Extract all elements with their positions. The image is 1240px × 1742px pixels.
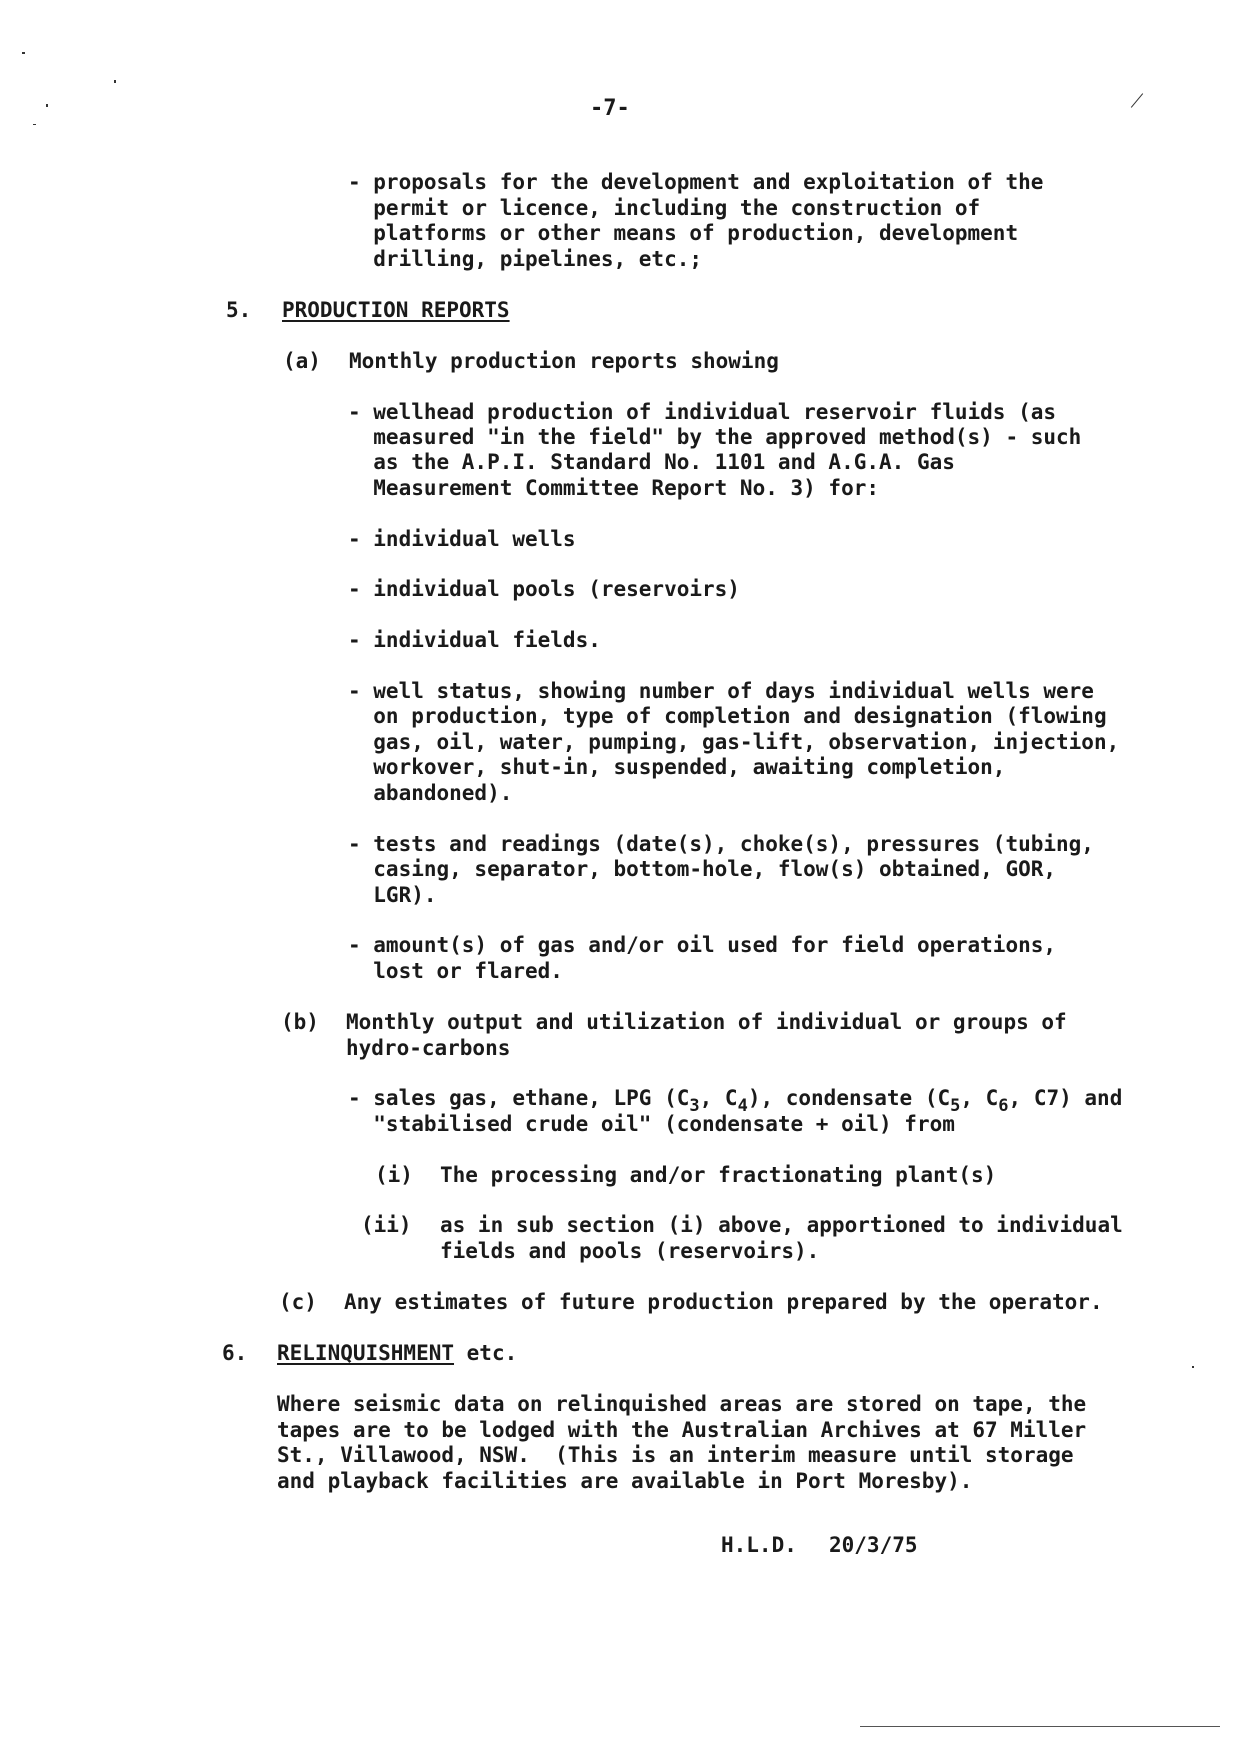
- text-line: LGR).: [348, 883, 437, 907]
- scan-speck: [46, 104, 48, 107]
- text-fragment: , C: [960, 1086, 999, 1110]
- text-line: - well status, showing number of days individual wells were: [348, 679, 1094, 703]
- text-line: permit or licence, including the construction of: [348, 196, 981, 220]
- text-fragment: , C7) and: [1008, 1086, 1123, 1110]
- text-line: drilling, pipelines, etc.;: [348, 247, 703, 271]
- scan-speck: [114, 80, 116, 83]
- text-fragment: , C: [699, 1086, 738, 1110]
- bullet-individual-wells: - individual wells: [348, 527, 576, 551]
- section-6-title: RELINQUISHMENT: [277, 1341, 455, 1365]
- item-i-text: The processing and/or fractionating plant(s): [440, 1163, 997, 1187]
- bullet-individual-fields: - individual fields.: [348, 628, 601, 652]
- subsection-c-label: (c): [279, 1290, 317, 1314]
- subsection-a-text: Monthly production reports showing: [349, 349, 779, 373]
- item-i-label: (i): [375, 1163, 413, 1187]
- text-line: as in sub section (i) above, apportioned to individual: [440, 1213, 1123, 1237]
- page-number: -7-: [590, 96, 630, 121]
- text-line: Where seismic data on relinquished areas are stored on tape, the: [277, 1392, 1087, 1416]
- text-line: - tests and readings (date(s), choke(s), pressures (tubing,: [348, 832, 1094, 856]
- text-line: Monthly output and utilization of individual or groups of: [346, 1010, 1067, 1034]
- text-line: hydro-carbons: [346, 1036, 511, 1060]
- bottom-rule: [860, 1726, 1220, 1727]
- text-line: "stabilised crude oil" (condensate + oil) from: [348, 1112, 955, 1136]
- section-5-number: 5.: [226, 298, 252, 322]
- text-fragment: ), condensate (C: [747, 1086, 951, 1110]
- text-fragment: - sales gas, ethane, LPG (C: [348, 1086, 690, 1110]
- text-line: and playback facilities are available in Port Moresby).: [277, 1469, 973, 1493]
- text-line: workover, shut-in, suspended, awaiting completion,: [348, 755, 1006, 779]
- section-6-title-suffix: etc.: [454, 1341, 518, 1365]
- text-line: on production, type of completion and designation (flowing: [348, 704, 1107, 728]
- scan-speck: [33, 124, 36, 125]
- subsection-b-label: (b): [281, 1010, 319, 1034]
- text-line: platforms or other means of production, development: [348, 221, 1019, 245]
- text-line: gas, oil, water, pumping, gas-lift, observation, injection,: [348, 730, 1120, 754]
- text-line: - wellhead production of individual reservoir fluids (as: [348, 400, 1057, 424]
- subscript: 3: [689, 1096, 700, 1116]
- text-line: St., Villawood, NSW. (This is an interim measure until storage: [277, 1443, 1074, 1467]
- text-line: - amount(s) of gas and/or oil used for field operations,: [348, 933, 1057, 957]
- section-6-heading: [277, 1341, 517, 1367]
- pen-tick: [1131, 93, 1143, 107]
- text-line: fields and pools (reservoirs).: [440, 1239, 820, 1263]
- text-line: Measurement Committee Report No. 3) for:: [348, 476, 880, 500]
- subscript: 4: [737, 1096, 748, 1116]
- section-5-title: PRODUCTION REPORTS: [282, 298, 510, 322]
- bullet-individual-pools: - individual pools (reservoirs): [348, 577, 740, 601]
- section-6-number: 6.: [222, 1341, 248, 1365]
- subscript: 6: [998, 1096, 1009, 1116]
- text-line: [348, 1086, 1122, 1114]
- scan-speck: [1192, 1366, 1194, 1368]
- signoff-initials: H.L.D.: [721, 1533, 797, 1557]
- text-line: tapes are to be lodged with the Australian Archives at 67 Miller: [277, 1418, 1087, 1442]
- subsection-c-text: Any estimates of future production prepared by the operator.: [344, 1290, 1103, 1314]
- text-line: casing, separator, bottom-hole, flow(s) obtained, GOR,: [348, 857, 1057, 881]
- text-line: abandoned).: [348, 781, 513, 805]
- subsection-a-label: (a): [283, 349, 321, 373]
- signoff-date: 20/3/75: [829, 1533, 918, 1557]
- subscript: 5: [950, 1096, 961, 1116]
- text-line: lost or flared.: [348, 959, 563, 983]
- text-line: - proposals for the development and exploitation of the: [348, 170, 1044, 194]
- scan-speck: [22, 52, 25, 54]
- item-ii-label: (ii): [361, 1213, 412, 1237]
- text-line: as the A.P.I. Standard No. 1101 and A.G.A. Gas: [348, 450, 955, 474]
- text-line: measured "in the field" by the approved method(s) - such: [348, 425, 1082, 449]
